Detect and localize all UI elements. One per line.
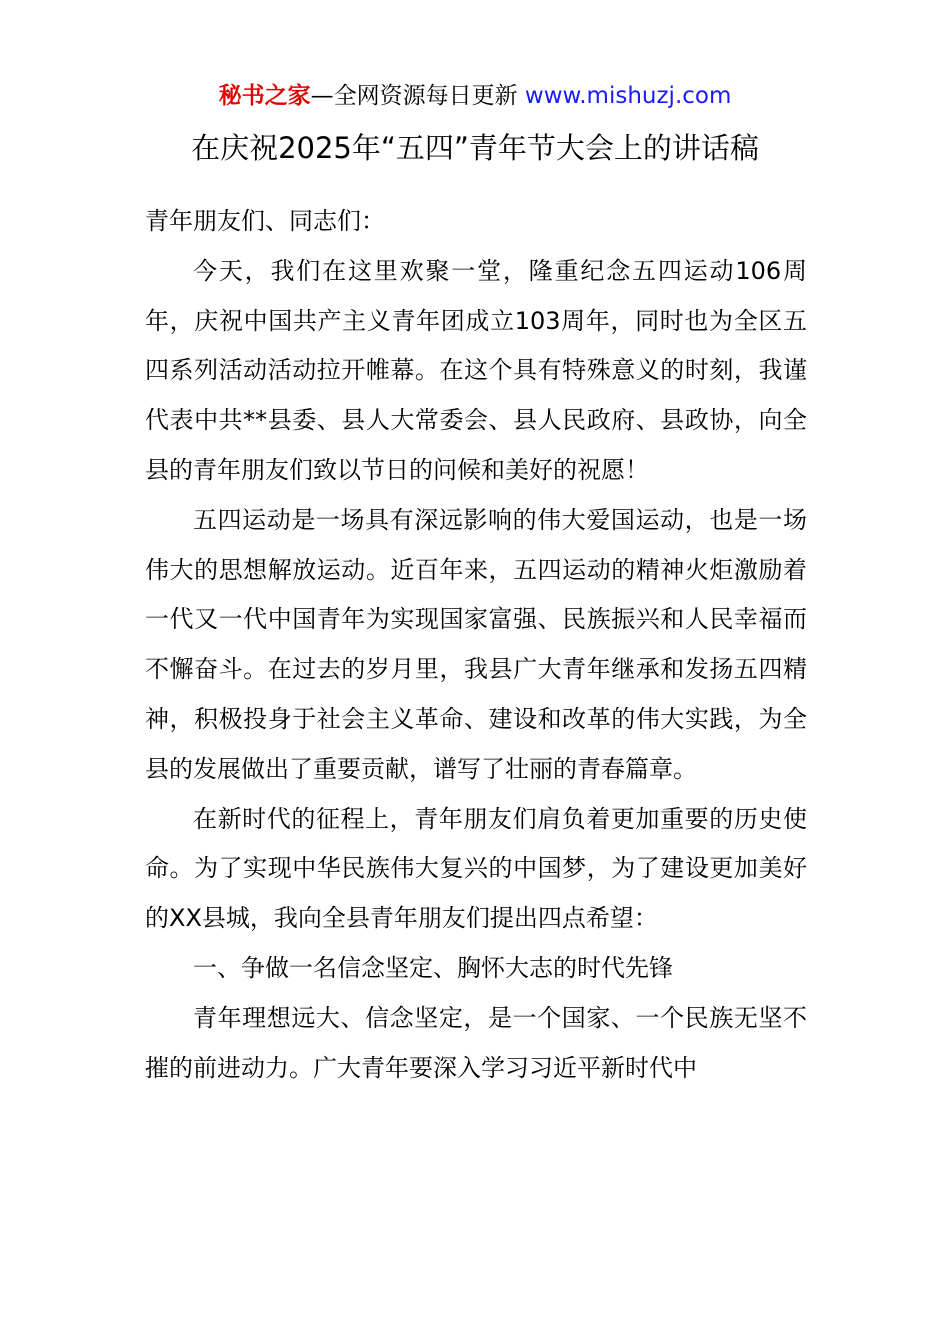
section-paragraph: 青年理想远大、信念坚定，是一个国家、一个民族无坚不摧的前进动力。广大青年要深入学习习近平新时代中	[145, 1003, 807, 1082]
document-body	[145, 197, 807, 1093]
site-header	[0, 80, 950, 112]
document-title: 在庆祝2025年“五四”青年节大会上的讲话稿	[191, 131, 759, 165]
paragraph-new-era: 在新时代的征程上，青年朋友们肩负着更加重要的历史使命。为了实现中华民族伟大复兴的中国梦，为了建设更加美好的XX县城，我向全县青年朋友们提出四点希望：	[145, 804, 807, 933]
paragraph-may-fourth: 五四运动是一场具有深远影响的伟大爱国运动，也是一场伟大的思想解放运动。近百年来，五四运动的精神火炬激励着一代又一代中国青年为实现国家富强、民族振兴和人民幸福而不懈奋斗。在过去的岁月里，我县广大青年继承和发扬五四精神，积极投身于社会主义革命、建设和改革的伟大实践，为全县的发展做出了重要贡献，谱写了壮丽的青春篇章。	[145, 505, 807, 783]
salutation: 青年朋友们、同志们：	[145, 207, 385, 235]
section-heading: 一、争做一名信念坚定、胸怀大志的时代先锋	[193, 953, 673, 982]
site-url[interactable]: www.mishuzj.com	[517, 83, 732, 109]
site-slogan: —全网资源每日更新	[310, 83, 518, 109]
brand-name: 秘书之家	[218, 83, 311, 109]
paragraph-opening: 今天，我们在这里欢聚一堂，隆重纪念五四运动106周年，庆祝中国共产主义青年团成立103周年，同时也为全区五四系列活动活动拉开帷幕。在这个具有特殊意义的时刻，我谨代表中共**县委、县人大常委会、县人民政府、县政协，向全县的青年朋友们致以节日的问候和美好的祝愿！	[145, 256, 807, 484]
